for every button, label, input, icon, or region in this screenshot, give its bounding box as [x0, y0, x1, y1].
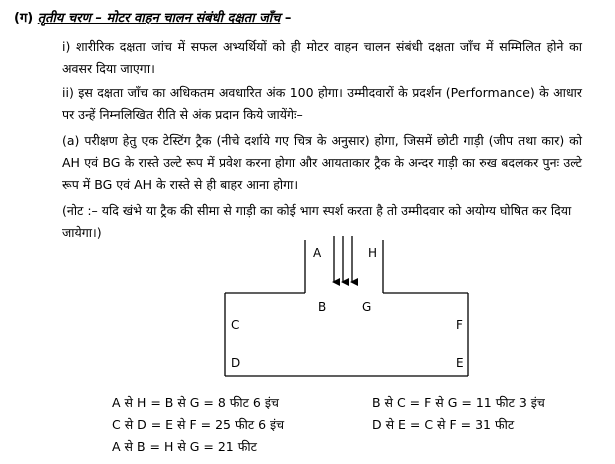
point-label-h: H [368, 246, 378, 260]
paragraph-1: i) शारीरिक दक्षता जांच में सफल अभ्यर्थियों को ही मोटर वाहन चालन संबंधी दक्षता जाँच में सम्मिलित होने का अवसर दिया जाएगा। [62, 39, 582, 76]
section-suffix: – [280, 11, 292, 26]
point-label-d: D [231, 356, 241, 370]
point-label-f: F [456, 318, 463, 332]
section-title: तृतीय चरण – मोटर वाहन चालन संबंधी दक्षता जाँच [37, 11, 281, 26]
section-prefix: (ग) [14, 11, 34, 26]
dimension-item: A से H = B से G = 8 फीट 6 इंच [112, 395, 279, 410]
dimensions-left [112, 392, 284, 458]
dimensions-right [372, 392, 545, 436]
dimension-item: C से D = E से F = 25 फीट 6 इंच [112, 417, 285, 432]
point-label-c: C [231, 318, 240, 332]
dimension-item: B से C = F से G = 11 फीट 3 इंच [372, 395, 545, 410]
point-label-b: B [318, 300, 327, 314]
point-label-a: A [313, 246, 322, 260]
paragraph-3: (a) परीक्षण हेतु एक टेस्टिंग ट्रैक (नीचे दर्शाये गए चित्र के अनुसार) होगा, जिसमें छोटी गाड़ी (जीप तथा कार) को AH एवं BG के रास्ते उल्टे रूप में प्रवेश करना होगा और आयताकार ट्रैक के अन्दर गाड़ी का रुख बदलकर पुनः उल्टे रूप में BG एवं AH के रास्ते से ही बाहर आना होगा। [62, 133, 582, 192]
direction-arrows [334, 236, 352, 282]
point-label-e: E [456, 356, 464, 370]
note-paragraph: (नोट :– यदि खंभे या ट्रैक की सीमा से गाड़ी का कोई भाग स्पर्श करता है तो उम्मीदवार को अयोग्य घोषित कर दिया जायेगा।) [62, 203, 572, 240]
dimension-item: A से B = H से G = 21 फीट [112, 439, 257, 454]
dimension-item: D से E = C से F = 31 फीट [372, 417, 515, 432]
track-outline [225, 240, 468, 376]
point-label-g: G [362, 300, 372, 314]
paragraph-2: ii) इस दक्षता जाँच का अधिकतम अवधारित अंक 100 होगा। उम्मीदवारों के प्रदर्शन (Performance) के आधार पर उन्हें निम्नलिखित रीति से अंक प्रदान किये जायेंगेः– [62, 85, 582, 122]
